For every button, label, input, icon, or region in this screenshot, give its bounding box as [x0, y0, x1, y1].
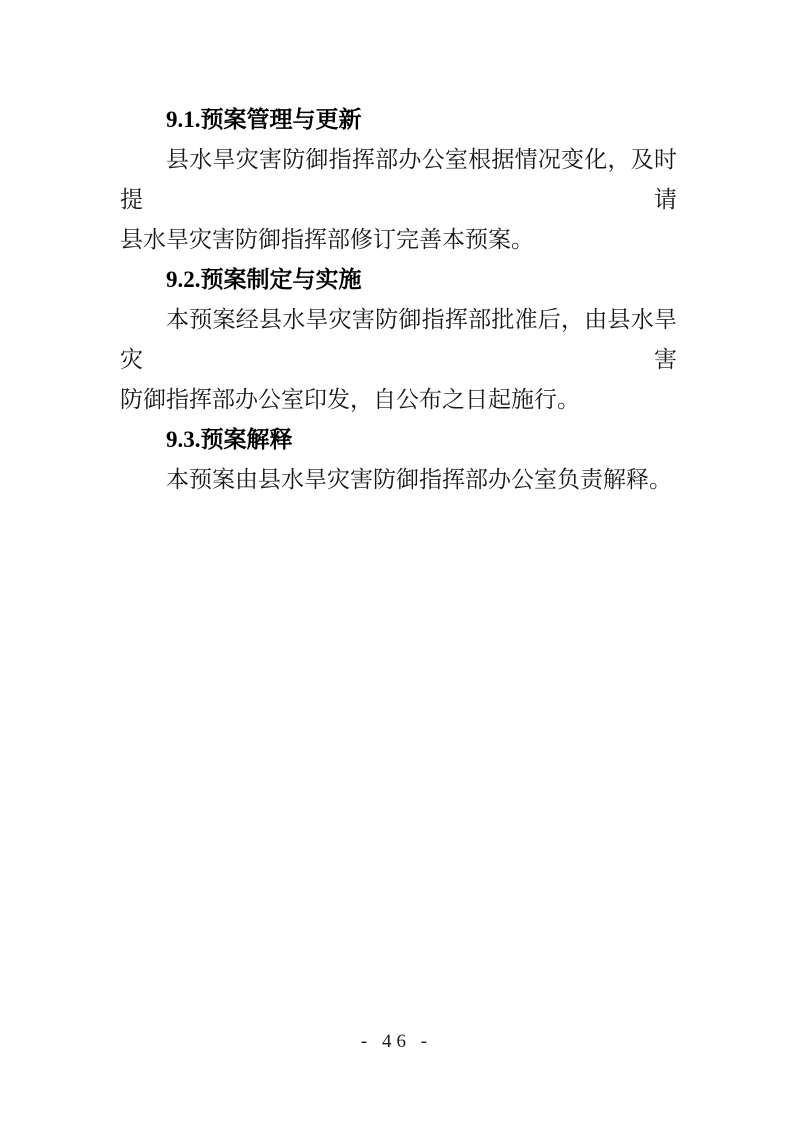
section-9-1 — [120, 100, 677, 260]
paragraph-line: 县水旱灾害防御指挥部修订完善本预案。 — [120, 227, 534, 252]
paragraph-line: 县水旱灾害防御指挥部办公室根据情况变化，及时提请 — [120, 147, 677, 212]
page-footer — [0, 1030, 793, 1054]
section-heading: 9.3.预案解释 — [166, 427, 293, 452]
document-body — [120, 100, 677, 500]
section-9-2 — [120, 260, 677, 420]
section-heading: 9.1.预案管理与更新 — [166, 107, 362, 132]
section-heading: 9.2.预案制定与实施 — [166, 267, 362, 292]
section-9-3 — [120, 420, 677, 500]
paragraph-line: 防御指挥部办公室印发，自公布之日起施行。 — [120, 387, 580, 412]
paragraph-line: 本预案由县水旱灾害防御指挥部办公室负责解释。 — [166, 467, 672, 492]
paragraph-line: 本预案经县水旱灾害防御指挥部批准后，由县水旱灾害 — [120, 307, 677, 372]
page-number: - 46 - — [360, 1031, 433, 1052]
